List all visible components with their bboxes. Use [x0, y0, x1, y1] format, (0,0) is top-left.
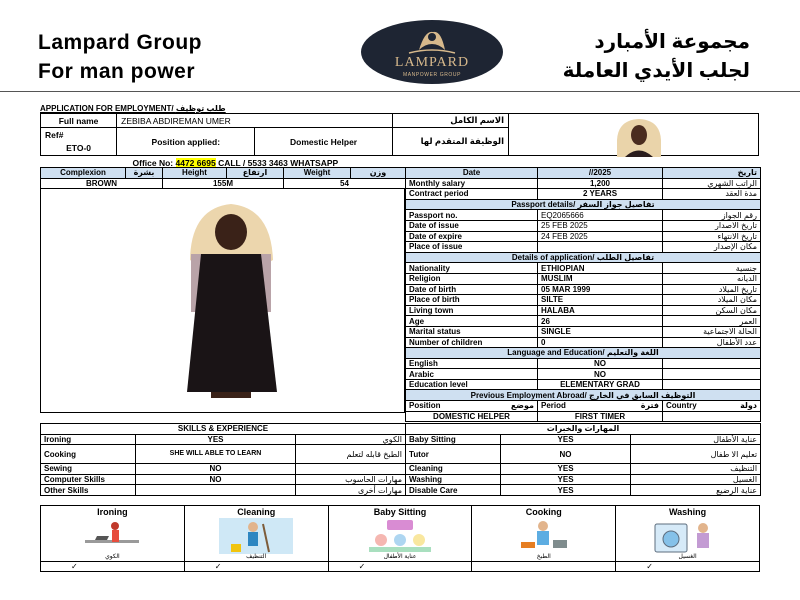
passport-row-label: Date of issue	[406, 220, 538, 231]
previous-section-title: Previous Employment Abroad/ التوظيف السابق في الخارج	[406, 390, 761, 401]
skill-label-2: Baby Sitting	[406, 434, 501, 445]
passport-row-ar: رقم الجواز	[663, 210, 761, 221]
card-check: ✓	[185, 561, 328, 571]
language-row-label: English	[406, 358, 538, 369]
card-baby-sitting	[328, 506, 472, 572]
details-row-ar: جنسية	[663, 263, 761, 274]
cooking-icon	[507, 518, 581, 554]
full-name-label: Full name	[41, 114, 117, 128]
page-header	[0, 0, 800, 98]
passport-row-value: EQ2065666	[538, 210, 663, 221]
details-section-title: Details of application/ تفاصيل الطلب	[406, 252, 761, 263]
complexion-ar-label: بشرة	[126, 168, 163, 179]
language-row-value: ELEMENTARY GRAD	[538, 379, 663, 390]
skill-ar-2: عناية الأطفال	[631, 434, 761, 445]
skill-value	[136, 485, 296, 496]
date-ar-label: تاريخ	[663, 168, 761, 179]
office-number: 4472 6695	[175, 157, 216, 168]
position-value: Domestic Helper	[255, 128, 392, 156]
weight-ar-label: وزن	[351, 168, 406, 179]
table-row	[406, 369, 761, 380]
details-row-label: Date of birth	[406, 284, 538, 295]
top-portrait-photo	[509, 113, 759, 156]
table-row	[41, 464, 761, 475]
previous-country-value	[663, 411, 761, 422]
details-row-label: Number of children	[406, 337, 538, 348]
skill-label: Ironing	[41, 434, 136, 445]
previous-country-ar: دولة	[740, 401, 757, 411]
physical-table	[40, 167, 406, 189]
right-details-table	[405, 167, 761, 422]
card-title: Washing	[669, 507, 707, 517]
skills-table	[40, 423, 761, 496]
portrait-thumbnail	[509, 114, 759, 157]
table-row	[41, 434, 761, 445]
passport-row-ar: تاريخ الاصدار	[663, 220, 761, 231]
card-check: ✓	[41, 561, 184, 571]
date-value: //2025	[538, 168, 663, 179]
card-cleaning	[184, 506, 328, 572]
cleaning-icon	[219, 518, 293, 554]
logo-subtitle: MANPOWER GROUP	[402, 72, 462, 78]
language-section-title: Language and Education/ اللغة والتعليم	[406, 348, 761, 359]
washing-icon	[651, 518, 725, 554]
details-row-value: SILTE	[538, 295, 663, 306]
table-row	[406, 210, 761, 221]
table-row	[406, 337, 761, 348]
company-name-en-line2: For man power	[38, 60, 196, 83]
company-name-ar	[563, 28, 750, 86]
skill-label-2: Disable Care	[406, 485, 501, 496]
table-row	[406, 305, 761, 316]
application-title: APPLICATION FOR EMPLOYMENT/ طلب توظيف	[40, 104, 226, 113]
lampard-logo	[361, 20, 503, 84]
skill-ar: مهارات أخرى	[296, 485, 406, 496]
card-ironing	[41, 506, 185, 572]
skill-ar: الطبخ قابله لتعلم	[296, 445, 406, 464]
passport-row-ar: تاريخ الانتهاء	[663, 231, 761, 242]
activity-cards	[40, 505, 760, 572]
details-row-value: HALABA	[538, 305, 663, 316]
skill-ar: الكوي	[296, 434, 406, 445]
passport-row-label: Date of expire	[406, 231, 538, 242]
office-prefix: Office No:	[132, 157, 174, 168]
details-row-value: 26	[538, 316, 663, 327]
complexion-label: Complexion	[41, 168, 126, 179]
table-row	[406, 220, 761, 231]
language-row-value: NO	[538, 358, 663, 369]
complexion-value: BROWN	[41, 178, 163, 189]
table-row	[41, 445, 761, 464]
details-row-value: 05 MAR 1999	[538, 284, 663, 295]
card-title: Cooking	[525, 507, 562, 517]
ref-label: Ref#	[41, 128, 117, 142]
card-ar-label: الغسيل	[678, 554, 697, 560]
card-title: Cleaning	[237, 507, 276, 517]
full-name-value: ZEBIBA ABDIREMAN UMER	[117, 114, 393, 128]
card-washing	[616, 506, 760, 572]
details-row-label: Place of birth	[406, 295, 538, 306]
previous-period-label	[538, 401, 663, 412]
company-name-ar-line1: مجموعة الأمبارد	[594, 31, 750, 53]
table-row	[406, 326, 761, 337]
passport-section-title: Passport details/ تفاصيل جواز السفر	[406, 199, 761, 210]
table-row	[406, 231, 761, 242]
details-row-ar: الحالة الاجتماعية	[663, 326, 761, 337]
table-row	[41, 485, 761, 496]
details-row-ar: العمر	[663, 316, 761, 327]
card-cooking	[472, 506, 616, 572]
passport-row-label: Passport no.	[406, 210, 538, 221]
details-row-value: SINGLE	[538, 326, 663, 337]
baby-sitting-icon	[363, 518, 437, 554]
table-row	[406, 379, 761, 390]
company-name-ar-line2: لجلب الأيدي العاملة	[562, 60, 750, 82]
details-row-ar: مكان السكن	[663, 305, 761, 316]
details-row-label: Living town	[406, 305, 538, 316]
previous-period-en: Period	[541, 401, 566, 411]
ref-value: ETO-0	[41, 142, 117, 156]
card-ar-label: الكوي	[105, 554, 120, 560]
skill-value-2: NO	[501, 445, 631, 464]
logo-word: LAMPARD	[394, 55, 470, 70]
weight-label: Weight	[284, 168, 351, 179]
skill-value-2: YES	[501, 474, 631, 485]
skill-label: Computer Skills	[41, 474, 136, 485]
language-row-value: NO	[538, 369, 663, 380]
height-label: Height	[163, 168, 227, 179]
previous-position-ar: موضع	[510, 401, 534, 411]
skill-label-2: Cleaning	[406, 464, 501, 475]
previous-position-label	[406, 401, 538, 412]
details-row-value: MUSLIM	[538, 273, 663, 284]
table-row	[406, 273, 761, 284]
date-label: Date	[406, 168, 538, 179]
table-row	[406, 284, 761, 295]
details-row-ar: الديانه	[663, 273, 761, 284]
skills-title-ar: المهارات والخبرات	[406, 424, 761, 435]
details-row-ar: مكان الميلاد	[663, 295, 761, 306]
card-title: Baby Sitting	[373, 507, 427, 517]
card-ar-label: التنظيف	[246, 554, 267, 560]
previous-period-ar: فترة	[640, 401, 659, 411]
passport-row-value	[538, 242, 663, 253]
card-check	[472, 561, 615, 571]
skill-ar-2: عناية الرضيع	[631, 485, 761, 496]
skill-ar	[296, 464, 406, 475]
period-label: Contract period	[406, 189, 538, 200]
ironing-icon	[75, 518, 149, 554]
application-info-table	[40, 113, 509, 170]
full-body-photo	[40, 188, 405, 413]
card-ar-label: الطبخ	[536, 554, 551, 560]
details-row-ar: تاريخ الميلاد	[663, 284, 761, 295]
office-suffix: CALL / 5533 3463 WHATSAPP	[218, 157, 339, 168]
table-row	[406, 316, 761, 327]
details-row-value: ETHIOPIAN	[538, 263, 663, 274]
table-row	[406, 263, 761, 274]
position-label: Position applied:	[117, 128, 255, 156]
skill-value: YES	[136, 434, 296, 445]
card-check: ✓	[329, 561, 472, 571]
details-row-label: Nationality	[406, 263, 538, 274]
table-row	[406, 358, 761, 369]
previous-country-en: Country	[666, 401, 697, 411]
full-name-ar-label: الاسم الكامل	[392, 114, 508, 128]
skill-value-2: YES	[501, 464, 631, 475]
details-row-ar: عدد الأطفال	[663, 337, 761, 348]
previous-period-value: FIRST TIMER	[538, 411, 663, 422]
previous-position-en: Position	[409, 401, 441, 411]
details-row-label: Marital status	[406, 326, 538, 337]
skill-label: Sewing	[41, 464, 136, 475]
skill-label-2: Washing	[406, 474, 501, 485]
table-row	[406, 295, 761, 306]
height-value: 155M	[163, 178, 284, 189]
skill-ar: مهارات الحاسوب	[296, 474, 406, 485]
skill-label: Cooking	[41, 445, 136, 464]
header-divider	[0, 91, 800, 92]
details-row-value: 0	[538, 337, 663, 348]
passport-row-ar: مكان الإصدار	[663, 242, 761, 253]
company-name-en-line1: Lampard Group	[38, 31, 203, 54]
salary-label: Monthly salary	[406, 178, 538, 189]
details-row-label: Religion	[406, 273, 538, 284]
previous-country-label	[663, 401, 761, 412]
weight-value: 54	[284, 178, 406, 189]
skill-value-2: YES	[501, 485, 631, 496]
company-name-en	[38, 28, 202, 86]
full-body-image	[41, 188, 406, 413]
skill-value: SHE WILL ABLE TO LEARN	[136, 445, 296, 464]
table-row	[406, 242, 761, 253]
card-ar-label: عناية الأطفال	[383, 554, 417, 560]
skill-label-2: Tutor	[406, 445, 501, 464]
card-check: ✓	[616, 561, 759, 571]
skill-value-2: YES	[501, 434, 631, 445]
card-title: Ironing	[97, 507, 128, 517]
skill-label: Other Skills	[41, 485, 136, 496]
passport-row-value: 24 FEB 2025	[538, 231, 663, 242]
passport-row-label: Place of issue	[406, 242, 538, 253]
period-ar-label: مدة العقد	[663, 189, 761, 200]
period-value: 2 YEARS	[538, 189, 663, 200]
skills-title: SKILLS & EXPERIENCE	[41, 424, 406, 435]
details-row-label: Age	[406, 316, 538, 327]
skill-ar-2: الغسيل	[631, 474, 761, 485]
skill-value: NO	[136, 474, 296, 485]
skill-ar-2: تعليم الا طفال	[631, 445, 761, 464]
skill-value: NO	[136, 464, 296, 475]
skill-ar-2: التنظيف	[631, 464, 761, 475]
height-ar-label: ارتفاع	[227, 168, 284, 179]
table-row	[41, 474, 761, 485]
position-ar-label: الوظيفة المتقدم لها	[392, 128, 508, 156]
language-row-label: Education level	[406, 379, 538, 390]
passport-row-value: 25 FEB 2025	[538, 220, 663, 231]
salary-value: 1,200	[538, 178, 663, 189]
language-row-label: Arabic	[406, 369, 538, 380]
salary-ar-label: الراتب الشهري	[663, 178, 761, 189]
previous-position-value: DOMESTIC HELPER	[406, 411, 538, 422]
